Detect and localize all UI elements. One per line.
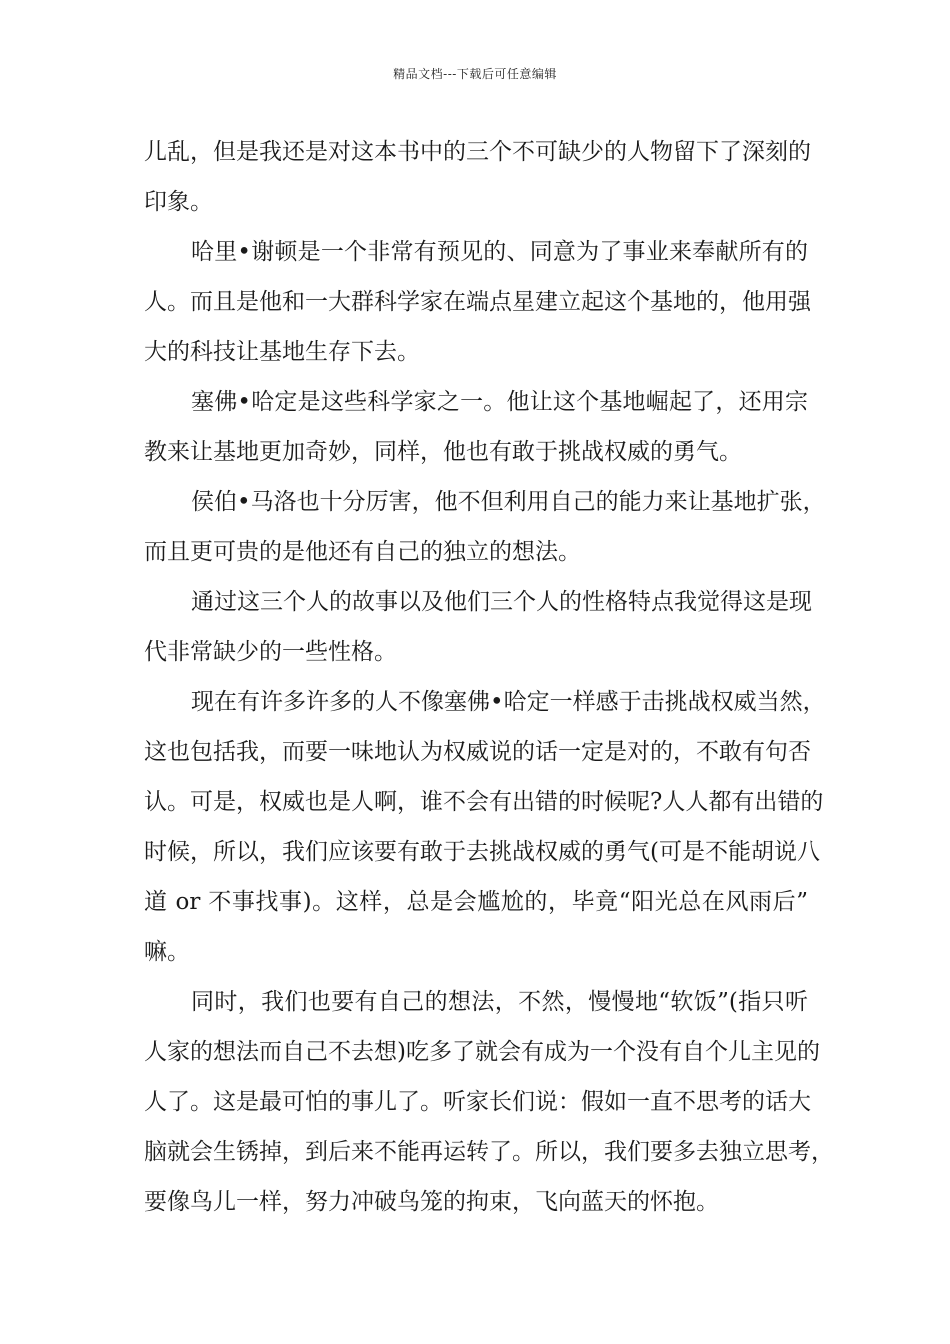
text-line: 教来让基地更加奇妙，同样，他也有敢于挑战权威的勇气。 <box>144 439 742 465</box>
document-body <box>144 132 834 1232</box>
text-line: 通过这三个人的故事以及他们三个人的性格特点我觉得这是现 <box>191 589 812 615</box>
text-line: 代非常缺少的一些性格。 <box>144 639 397 665</box>
text-line: 印象。 <box>144 189 213 215</box>
text-line: 道 or 不事找事)。这样，总是会尴尬的，毕竟“阳光总在风雨后” <box>144 889 808 915</box>
text-line: 脑就会生锈掉，到后来不能再运转了。所以，我们要多去独立思考， <box>144 1139 834 1165</box>
text-line: 大的科技让基地生存下去。 <box>144 339 420 365</box>
text-line: 现在有许多许多的人不像塞佛•哈定一样感于击挑战权威当然， <box>191 689 826 715</box>
text-line: 侯伯•马洛也十分厉害，他不但利用自己的能力来让基地扩张， <box>191 489 826 515</box>
text-line: 人了。这是最可怕的事儿了。听家长们说：假如一直不思考的话大 <box>144 1089 811 1115</box>
text-line: 儿乱，但是我还是对这本书中的三个不可缺少的人物留下了深刻的 <box>144 139 811 165</box>
text-line: 人。而且是他和一大群科学家在端点星建立起这个基地的，他用强 <box>144 289 811 315</box>
text-line: 嘛。 <box>144 939 190 965</box>
text-line: 时候，所以，我们应该要有敢于去挑战权威的勇气(可是不能胡说八 <box>144 839 820 865</box>
text-line: 要像鸟儿一样，努力冲破鸟笼的拘束，飞向蓝天的怀抱。 <box>144 1189 719 1215</box>
text-line: 哈里•谢顿是一个非常有预见的、同意为了事业来奉献所有的 <box>191 239 808 265</box>
text-line: 这也包括我，而要一味地认为权威说的话一定是对的，不敢有句否 <box>144 739 811 765</box>
page-header: 精品文档---下载后可任意编辑 <box>393 67 557 81</box>
text-line: 塞佛•哈定是这些科学家之一。他让这个基地崛起了，还用宗 <box>191 389 808 415</box>
text-line: 同时，我们也要有自己的想法，不然，慢慢地“软饭”(指只听 <box>191 989 808 1015</box>
text-line: 而且更可贵的是他还有自己的独立的想法。 <box>144 539 581 565</box>
text-line: 认。可是，权威也是人啊，谁不会有出错的时候呢?人人都有出错的 <box>144 789 824 815</box>
text-line: 人家的想法而自己不去想)吃多了就会有成为一个没有自个儿主见的 <box>144 1039 820 1065</box>
